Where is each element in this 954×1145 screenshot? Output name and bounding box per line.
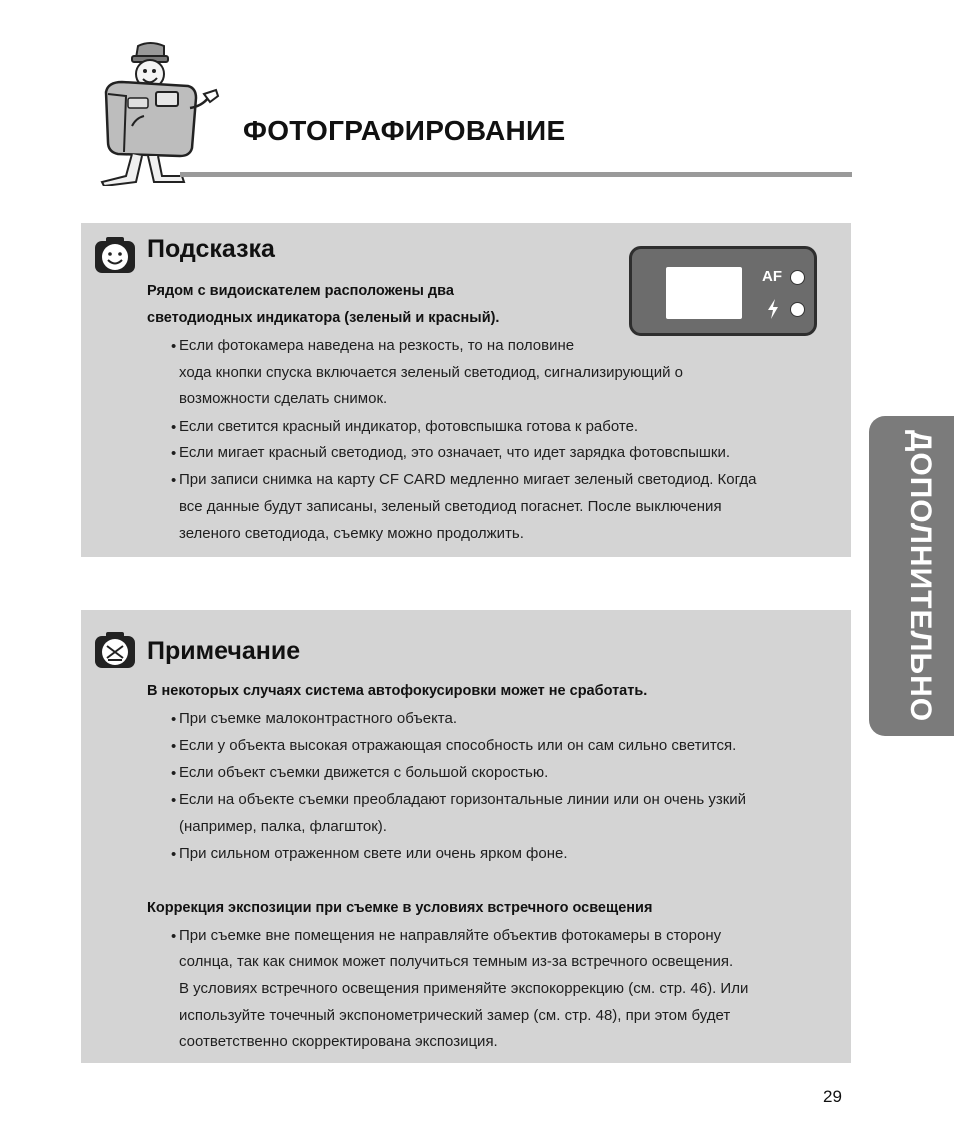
note-sub-line: В условиях встречного освещения применяйте экспокоррекцию (см. стр. 46). Или <box>179 980 749 997</box>
tip-line: Если светится красный индикатор, фотовспышка готова к работе. <box>179 418 639 435</box>
bullet-icon: • <box>171 472 177 489</box>
page-number: 29 <box>823 1087 842 1106</box>
note-line: Если объект съемки движется с большой скоростью. <box>179 764 549 781</box>
bullet-icon: • <box>171 928 177 945</box>
note-box <box>81 610 851 1063</box>
camera-mascot-icon <box>92 36 232 186</box>
tip-line: При записи снимка на карту CF CARD медленно мигает зеленый светодиод. Когда <box>179 471 757 488</box>
note-line: Если на объекте съемки преобладают горизонтальные линии или он очень узкий <box>179 791 747 808</box>
chapter-side-tab-label: ДОПОЛНИТЕЛЬНО <box>904 429 937 723</box>
smiling-camera-icon <box>93 235 137 275</box>
red-led-icon <box>790 302 805 317</box>
tip-intro-line: светодиодных индикатора (зеленый и красный). <box>147 310 500 326</box>
note-sub-line: используйте точечный экспонометрический замер (см. стр. 48), при этом будет <box>179 1007 731 1024</box>
bullet-icon: • <box>171 419 177 436</box>
bullet-icon: • <box>171 711 177 728</box>
bullet-icon: • <box>171 765 177 782</box>
bullet-icon: • <box>171 338 177 355</box>
note-line: Если у объекта высокая отражающая способность или он сам сильно светится. <box>179 737 737 754</box>
viewfinder-indicator-illustration <box>629 246 817 336</box>
note-line: При сильном отраженном свете или очень ярком фоне. <box>179 845 568 862</box>
tip-heading: Подсказка <box>147 235 275 263</box>
tip-line: хода кнопки спуска включается зеленый светодиод, сигнализирующий о <box>179 364 683 381</box>
bullet-icon: • <box>171 792 177 809</box>
note-line: При съемке малоконтрастного объекта. <box>179 710 458 727</box>
bullet-icon: • <box>171 445 177 462</box>
viewfinder-window <box>666 267 742 319</box>
bullet-icon: • <box>171 738 177 755</box>
green-led-icon <box>790 270 805 285</box>
tip-line: Если фотокамера наведена на резкость, то на половине <box>179 337 575 354</box>
note-heading: Примечание <box>147 637 301 665</box>
tip-line: зеленого светодиода, съемку можно продолжить. <box>179 525 524 542</box>
tip-line: все данные будут записаны, зеленый светодиод погаснет. После выключения <box>179 498 722 515</box>
title-divider <box>180 172 852 177</box>
bullet-icon: • <box>171 846 177 863</box>
chapter-side-tab <box>869 416 954 736</box>
tip-intro-line: Рядом с видоискателем расположены два <box>147 283 454 299</box>
note-subheading: Коррекция экспозиции при съемке в условиях встречного освещения <box>147 900 653 916</box>
note-camera-icon <box>93 630 137 670</box>
note-intro: В некоторых случаях система автофокусировки может не сработать. <box>147 683 648 699</box>
tip-line: возможности сделать снимок. <box>179 390 388 407</box>
note-sub-line: солнца, так как снимок может получиться темным из-за встречного освещения. <box>179 953 734 970</box>
page-title: ФОТОГРАФИРОВАНИЕ <box>243 115 566 146</box>
note-line: (например, палка, флагшток). <box>179 818 387 835</box>
af-label: AF <box>762 268 782 285</box>
note-sub-line: соответственно скорректирована экспозиция. <box>179 1033 498 1050</box>
tip-line: Если мигает красный светодиод, это означает, что идет зарядка фотовспышки. <box>179 444 731 461</box>
note-sub-line: При съемке вне помещения не направляйте объектив фотокамеры в сторону <box>179 927 722 944</box>
tip-box <box>81 223 851 557</box>
flash-icon <box>766 299 780 319</box>
